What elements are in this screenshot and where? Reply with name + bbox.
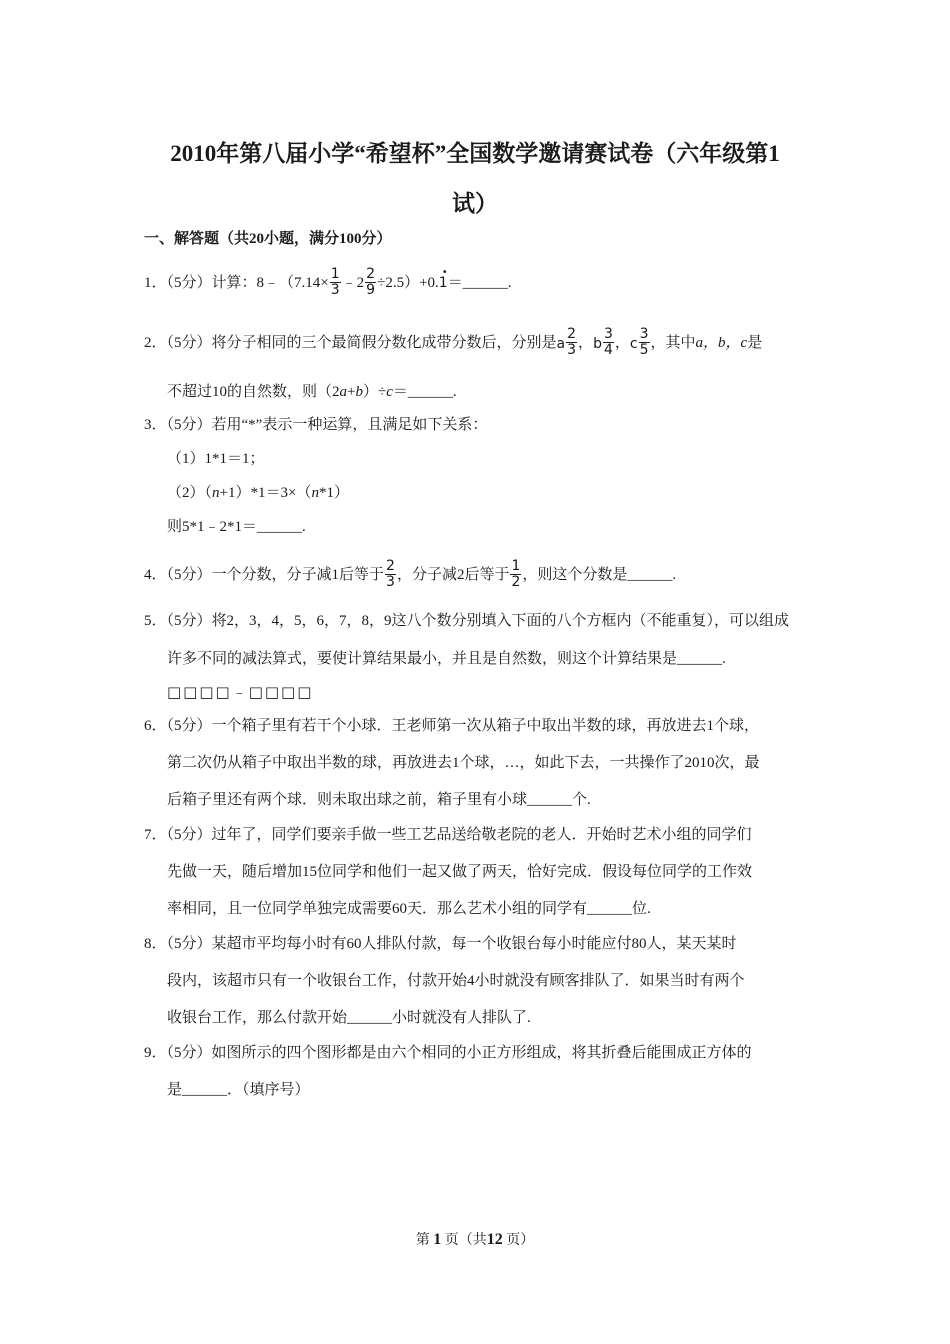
variable: c [386, 384, 393, 400]
page-title-line-1: 2010年第八届小学“希望杯”全国数学邀请赛试卷（六年级第1 [170, 141, 780, 166]
mixed-number-a: a [556, 335, 566, 352]
question-text: ﹣2 [341, 274, 365, 291]
question-number: 1． [144, 274, 167, 291]
footer-text: 页（共 [444, 1233, 487, 1248]
question-text: ）÷ [362, 384, 387, 400]
question-text: 不超过10的自然数，则（2 [167, 384, 340, 400]
question-8-line-2: 段内，该超市只有一个收银台工作，付款开始4小时就没有顾客排队了．如果当时有两个 [167, 973, 745, 989]
page-title-line-2: 试） [452, 191, 498, 216]
question-number: 7． [144, 827, 167, 843]
question-number: 2． [144, 334, 167, 351]
question-number: 9． [144, 1045, 167, 1061]
question-text: *1） [318, 485, 349, 501]
question-5-line-2: 许多不同的减法算式，要使计算结果最小，并且是自然数，则这个计算结果是______. [167, 651, 726, 667]
answer-blank: ＝______. [392, 384, 457, 400]
mixed-number-c: c [629, 335, 638, 352]
repeating-decimal: • 1 [438, 266, 448, 291]
question-2: 2．（5分）将分子相同的三个最简假分数化成带分数后，分别是a $\frac{2}{3}$ ，b $\frac{3}{4}$ ，c $\frac{3}{5}$ ，其中a，b，c是 [144, 326, 763, 358]
question-text: 是 [747, 334, 763, 351]
question-text: ，其中 [650, 334, 696, 351]
question-text: （5分）过年了，同学们要亲手做一些工艺品送给敬老院的老人．开始时艺术小组的同学们 [166, 827, 752, 843]
mixed-number-b: b [593, 335, 602, 352]
fraction: $\frac{3}{5}$ [639, 326, 649, 358]
fraction: $\frac{2}{9}$ [366, 266, 376, 298]
question-text: （5分）计算：8﹣（7.14× [166, 274, 329, 291]
question-3 [144, 415, 487, 435]
question-8 [144, 934, 737, 954]
fraction: $\frac{1}{3}$ [330, 266, 340, 298]
fraction: $\frac{2}{3}$ [567, 326, 577, 358]
variable: n [212, 485, 220, 501]
question-6 [144, 716, 759, 736]
question-1 [144, 268, 511, 299]
question-7-line-3: 率相同，且一位同学单独完成需要60天．那么艺术小组的同学有______位. [167, 901, 651, 917]
question-9-line-2: 是______．（填序号） [167, 1082, 310, 1098]
question-3-rule-2 [167, 483, 349, 503]
variable: n [311, 485, 319, 501]
fraction: $\frac{2}{3}$ [386, 558, 395, 590]
page-number: 1 [433, 1231, 442, 1248]
question-text: ÷2.5）+0. [377, 274, 439, 291]
variable: b [355, 384, 363, 400]
question-3-rule-1: （1）1*1＝1； [167, 451, 265, 467]
question-text: （5分）如图所示的四个图形都是由六个相同的小正方形组成，将其折叠后能围成正方体的 [166, 1045, 752, 1061]
question-4 [144, 560, 676, 591]
question-5 [144, 611, 789, 631]
footer-text: 第 [415, 1233, 430, 1248]
footer-text: 页） [506, 1233, 535, 1248]
question-2-line-2 [167, 382, 457, 402]
question-number: 3． [144, 417, 167, 433]
question-text: （5分）一个箱子里有若干个小球．王老师第一次从箱子中取出半数的球，再放进去1个球， [166, 718, 760, 734]
question-text: （5分）将2，3，4，5，6，7，8，9这八个数分别填入下面的八个方框内（不能重复），可以组成 [166, 613, 790, 629]
question-number: 5． [144, 613, 167, 629]
question-text: +1）*1＝3×（ [219, 485, 312, 501]
question-text: （5分）将分子相同的三个最简假分数化成带分数后，分别是 [166, 334, 557, 351]
variables: a，b，c [695, 334, 748, 351]
question-7 [144, 825, 752, 845]
page-footer [0, 1229, 950, 1249]
question-number: 8． [144, 936, 167, 952]
question-number: 6． [144, 718, 167, 734]
variable: a [339, 384, 348, 400]
answer-blank: ＝______. [447, 274, 512, 291]
question-text: （5分）一个分数，分子减1后等于 [166, 566, 385, 583]
question-6-line-3: 后箱子里还有两个球．则未取出球之前，箱子里有小球______个. [167, 792, 591, 808]
question-text: （2）（ [167, 485, 213, 501]
question-6-line-2: 第二次仍从箱子中取出半数的球，再放进去1个球，…，如此下去，一共操作了2010次，最 [167, 755, 760, 771]
question-text: （5分）若用“*”表示一种运算，且满足如下关系： [166, 417, 488, 433]
question-3-ask: 则5*1﹣2*1＝______. [167, 519, 306, 535]
question-8-line-3: 收银台工作，那么付款开始______小时就没有人排队了. [167, 1010, 531, 1026]
question-7-line-2: 先做一天，随后增加15位同学和他们一起又做了两天，恰好完成．假设每位同学的工作效 [167, 864, 753, 880]
question-5-boxes: □□□□﹣□□□□ [167, 683, 314, 701]
question-text: （5分）某超市平均每小时有60人排队付款，每一个收银台每小时能应付80人，某天某时 [166, 936, 737, 952]
section-heading: 一、解答题（共20小题，满分100分） [144, 231, 392, 247]
total-pages: 12 [486, 1231, 503, 1248]
fraction: $\frac{3}{4}$ [603, 326, 613, 358]
question-9 [144, 1043, 752, 1063]
question-text: ，则这个分数是______. [522, 566, 677, 583]
question-text: + [347, 384, 356, 400]
fraction: $\frac{1}{2}$ [511, 558, 521, 590]
question-number: 4． [144, 566, 167, 583]
question-text: ，分子减2后等于 [396, 566, 510, 583]
